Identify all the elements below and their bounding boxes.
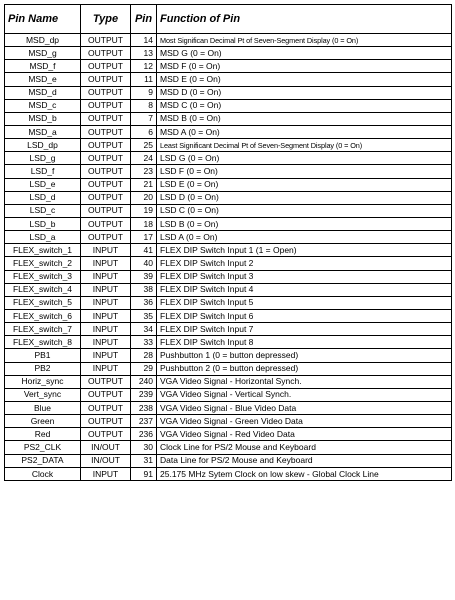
pin-type-cell: IN/OUT	[81, 454, 131, 467]
table-row	[5, 191, 452, 204]
table-row	[5, 125, 452, 138]
pin-function-cell: LSD G (0 = On)	[157, 152, 452, 165]
pin-type-cell: OUTPUT	[81, 178, 131, 191]
pin-type-cell: INPUT	[81, 309, 131, 322]
table-row	[5, 60, 452, 73]
pin-name-cell: PB2	[5, 362, 81, 375]
pin-function-cell: VGA Video Signal - Vertical Synch.	[157, 388, 452, 401]
table-row	[5, 86, 452, 99]
pin-type-cell: INPUT	[81, 244, 131, 257]
pin-name-cell: Blue	[5, 401, 81, 414]
pin-function-cell: FLEX DIP Switch Input 4	[157, 283, 452, 296]
table-row	[5, 441, 452, 454]
pin-function-cell: FLEX DIP Switch Input 5	[157, 296, 452, 309]
pin-function-cell: LSD D (0 = On)	[157, 191, 452, 204]
pin-type-cell: INPUT	[81, 283, 131, 296]
pin-name-cell: FLEX_switch_6	[5, 309, 81, 322]
table-row	[5, 217, 452, 230]
table-row	[5, 283, 452, 296]
pin-number-cell: 11	[131, 73, 157, 86]
pin-function-cell: VGA Video Signal - Green Video Data	[157, 415, 452, 428]
pin-type-cell: OUTPUT	[81, 112, 131, 125]
pin-type-cell: OUTPUT	[81, 152, 131, 165]
pin-type-cell: OUTPUT	[81, 125, 131, 138]
pin-number-cell: 9	[131, 86, 157, 99]
table-row	[5, 34, 452, 47]
pin-type-cell: OUTPUT	[81, 415, 131, 428]
pin-number-cell: 39	[131, 270, 157, 283]
table-row	[5, 375, 452, 388]
pin-function-cell: FLEX DIP Switch Input 3	[157, 270, 452, 283]
pin-type-cell: OUTPUT	[81, 428, 131, 441]
pin-function-cell: VGA Video Signal - Horizontal Synch.	[157, 375, 452, 388]
pin-type-cell: INPUT	[81, 270, 131, 283]
pin-name-cell: LSD_g	[5, 152, 81, 165]
pin-function-cell: Most Significan Decimal Pt of Seven-Segment Display (0 = On)	[157, 34, 452, 47]
pin-type-cell: OUTPUT	[81, 99, 131, 112]
pin-function-cell: Pushbutton 1 (0 = button depressed)	[157, 349, 452, 362]
pin-number-cell: 31	[131, 454, 157, 467]
pin-type-cell: OUTPUT	[81, 86, 131, 99]
pin-type-cell: OUTPUT	[81, 165, 131, 178]
pin-name-cell: FLEX_switch_3	[5, 270, 81, 283]
table-row	[5, 165, 452, 178]
pin-function-cell: LSD E (0 = On)	[157, 178, 452, 191]
pin-type-cell: IN/OUT	[81, 441, 131, 454]
table-row	[5, 428, 452, 441]
pin-type-cell: INPUT	[81, 336, 131, 349]
pin-name-cell: LSD_c	[5, 204, 81, 217]
table-row	[5, 401, 452, 414]
pin-type-cell: INPUT	[81, 362, 131, 375]
table-row	[5, 454, 452, 467]
pin-function-cell: VGA Video Signal - Red Video Data	[157, 428, 452, 441]
pin-number-cell: 30	[131, 441, 157, 454]
pin-type-cell: INPUT	[81, 296, 131, 309]
table-row	[5, 231, 452, 244]
table-row	[5, 112, 452, 125]
pin-type-cell: OUTPUT	[81, 401, 131, 414]
pin-type-cell: OUTPUT	[81, 47, 131, 60]
pin-function-cell: LSD F (0 = On)	[157, 165, 452, 178]
pin-number-cell: 24	[131, 152, 157, 165]
pin-function-cell: MSD G (0 = On)	[157, 47, 452, 60]
pin-name-cell: LSD_a	[5, 231, 81, 244]
pin-name-cell: FLEX_switch_2	[5, 257, 81, 270]
table-row	[5, 362, 452, 375]
table-row	[5, 336, 452, 349]
pin-function-cell: MSD F (0 = On)	[157, 60, 452, 73]
pin-name-cell: MSD_d	[5, 86, 81, 99]
pin-number-cell: 236	[131, 428, 157, 441]
table-row	[5, 296, 452, 309]
pin-name-cell: LSD_dp	[5, 139, 81, 152]
pin-name-cell: MSD_a	[5, 125, 81, 138]
pin-name-cell: MSD_b	[5, 112, 81, 125]
pin-name-cell: LSD_b	[5, 217, 81, 230]
pin-number-cell: 17	[131, 231, 157, 244]
pin-number-cell: 36	[131, 296, 157, 309]
pin-type-cell: OUTPUT	[81, 34, 131, 47]
pin-name-cell: FLEX_switch_4	[5, 283, 81, 296]
pin-number-cell: 18	[131, 217, 157, 230]
pin-number-cell: 6	[131, 125, 157, 138]
pin-name-cell: FLEX_switch_7	[5, 323, 81, 336]
pin-number-cell: 7	[131, 112, 157, 125]
pin-function-cell: LSD C (0 = On)	[157, 204, 452, 217]
pin-function-cell: MSD A (0 = On)	[157, 125, 452, 138]
table-row	[5, 204, 452, 217]
pin-function-cell: FLEX DIP Switch Input 6	[157, 309, 452, 322]
pin-type-cell: OUTPUT	[81, 204, 131, 217]
pin-type-cell: INPUT	[81, 257, 131, 270]
table-row	[5, 47, 452, 60]
pin-number-cell: 91	[131, 467, 157, 480]
pin-function-cell: FLEX DIP Switch Input 7	[157, 323, 452, 336]
pin-number-cell: 12	[131, 60, 157, 73]
pin-type-cell: OUTPUT	[81, 388, 131, 401]
pin-function-cell: LSD B (0 = On)	[157, 217, 452, 230]
pin-function-cell: Clock Line for PS/2 Mouse and Keyboard	[157, 441, 452, 454]
pin-number-cell: 240	[131, 375, 157, 388]
pin-type-cell: INPUT	[81, 323, 131, 336]
table-row	[5, 73, 452, 86]
pin-number-cell: 35	[131, 309, 157, 322]
pin-name-cell: Red	[5, 428, 81, 441]
pin-type-cell: OUTPUT	[81, 60, 131, 73]
pin-type-cell: OUTPUT	[81, 139, 131, 152]
pin-number-cell: 29	[131, 362, 157, 375]
table-row	[5, 415, 452, 428]
table-row	[5, 152, 452, 165]
pin-function-cell: MSD B (0 = On)	[157, 112, 452, 125]
pin-number-cell: 239	[131, 388, 157, 401]
table-body	[5, 34, 452, 481]
pin-function-cell: Least Significant Decimal Pt of Seven-Segment Display (0 = On)	[157, 139, 452, 152]
pin-function-cell: LSD A (0 = On)	[157, 231, 452, 244]
pin-name-cell: MSD_g	[5, 47, 81, 60]
table-row	[5, 139, 452, 152]
pin-name-cell: FLEX_switch_1	[5, 244, 81, 257]
header-function: Function of Pin	[157, 5, 452, 34]
pin-name-cell: PS2_DATA	[5, 454, 81, 467]
table-row	[5, 257, 452, 270]
pin-type-cell: OUTPUT	[81, 231, 131, 244]
pin-type-cell: INPUT	[81, 349, 131, 362]
pin-name-cell: FLEX_switch_5	[5, 296, 81, 309]
pin-number-cell: 23	[131, 165, 157, 178]
pin-type-cell: OUTPUT	[81, 217, 131, 230]
pin-function-cell: FLEX DIP Switch Input 2	[157, 257, 452, 270]
pin-name-cell: MSD_c	[5, 99, 81, 112]
pin-name-cell: LSD_f	[5, 165, 81, 178]
table-row	[5, 388, 452, 401]
pin-number-cell: 28	[131, 349, 157, 362]
pin-name-cell: LSD_e	[5, 178, 81, 191]
pin-function-cell: Pushbutton 2 (0 = button depressed)	[157, 362, 452, 375]
pin-name-cell: MSD_dp	[5, 34, 81, 47]
pin-number-cell: 34	[131, 323, 157, 336]
pin-function-cell: VGA Video Signal - Blue Video Data	[157, 401, 452, 414]
pin-number-cell: 14	[131, 34, 157, 47]
pin-type-cell: OUTPUT	[81, 73, 131, 86]
table-row	[5, 349, 452, 362]
pin-type-cell: OUTPUT	[81, 375, 131, 388]
table-row	[5, 323, 452, 336]
pin-number-cell: 237	[131, 415, 157, 428]
pin-function-cell: FLEX DIP Switch Input 1 (1 = Open)	[157, 244, 452, 257]
pin-number-cell: 238	[131, 401, 157, 414]
pin-name-cell: PB1	[5, 349, 81, 362]
pin-function-cell: Data Line for PS/2 Mouse and Keyboard	[157, 454, 452, 467]
pin-type-cell: INPUT	[81, 467, 131, 480]
pin-name-cell: Vert_sync	[5, 388, 81, 401]
pin-number-cell: 8	[131, 99, 157, 112]
pin-function-cell: MSD D (0 = On)	[157, 86, 452, 99]
pin-table	[4, 4, 452, 481]
pin-number-cell: 20	[131, 191, 157, 204]
table-row	[5, 244, 452, 257]
pin-name-cell: FLEX_switch_8	[5, 336, 81, 349]
pin-number-cell: 40	[131, 257, 157, 270]
table-header-row	[5, 5, 452, 34]
pin-type-cell: OUTPUT	[81, 191, 131, 204]
pin-name-cell: Green	[5, 415, 81, 428]
header-pin-name: Pin Name	[5, 5, 81, 34]
pin-name-cell: MSD_e	[5, 73, 81, 86]
pin-function-cell: MSD E (0 = On)	[157, 73, 452, 86]
pin-number-cell: 33	[131, 336, 157, 349]
table-row	[5, 309, 452, 322]
pin-function-cell: MSD C (0 = On)	[157, 99, 452, 112]
pin-name-cell: PS2_CLK	[5, 441, 81, 454]
pin-name-cell: MSD_f	[5, 60, 81, 73]
pin-number-cell: 13	[131, 47, 157, 60]
pin-function-cell: FLEX DIP Switch Input 8	[157, 336, 452, 349]
pin-number-cell: 38	[131, 283, 157, 296]
pin-name-cell: LSD_d	[5, 191, 81, 204]
pin-number-cell: 41	[131, 244, 157, 257]
pin-number-cell: 19	[131, 204, 157, 217]
header-type: Type	[81, 5, 131, 34]
table-row	[5, 178, 452, 191]
pin-name-cell: Clock	[5, 467, 81, 480]
table-row	[5, 467, 452, 480]
header-pin: Pin	[131, 5, 157, 34]
pin-function-cell: 25.175 MHz Sytem Clock on low skew - Global Clock Line	[157, 467, 452, 480]
pin-name-cell: Horiz_sync	[5, 375, 81, 388]
pin-number-cell: 21	[131, 178, 157, 191]
pin-number-cell: 25	[131, 139, 157, 152]
table-row	[5, 270, 452, 283]
table-row	[5, 99, 452, 112]
